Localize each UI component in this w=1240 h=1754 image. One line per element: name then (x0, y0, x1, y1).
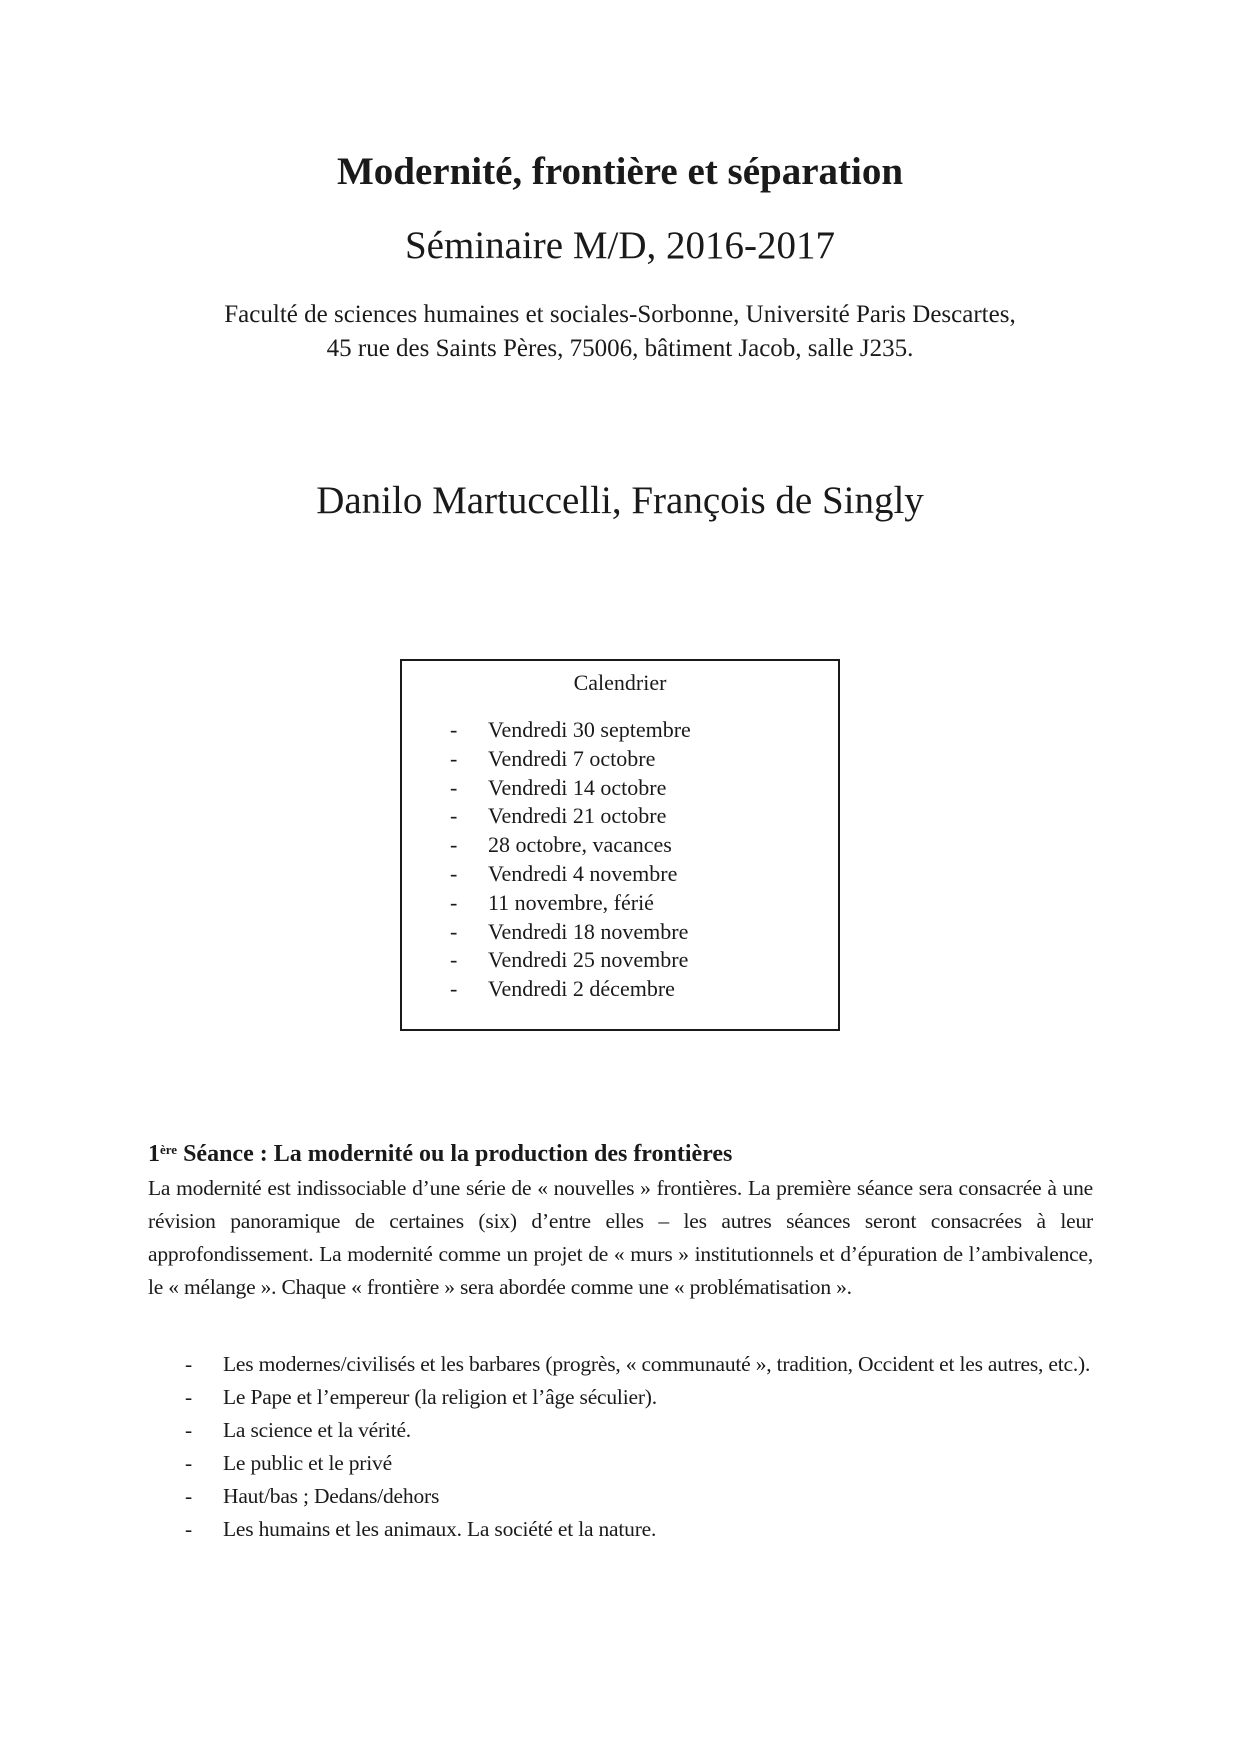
calendar-item-text: Vendredi 2 décembre (488, 976, 675, 1002)
topic-item (148, 1348, 1093, 1381)
list-dash: - (450, 774, 458, 800)
address-block (0, 298, 1240, 366)
calendar-item-text: Vendredi 30 septembre (488, 717, 691, 742)
list-dash: - (185, 1451, 192, 1475)
session-heading (148, 1138, 732, 1170)
list-dash: - (450, 832, 458, 858)
topic-item-text: Les humains et les animaux. La société et la nature. (223, 1517, 657, 1541)
calendar-item-text: Vendredi 21 octobre (488, 803, 667, 829)
authors: Danilo Martuccelli, François de Singly (316, 479, 924, 522)
calendar-item-text: Vendredi 4 novembre (488, 860, 678, 886)
topic-item-text: La science et la vérité. (223, 1418, 411, 1442)
seminar-subtitle: Séminaire M/D, 2016-2017 (404, 224, 836, 267)
session-number: 1 (148, 1141, 160, 1167)
topic-item-text: Haut/bas ; Dedans/dehors (223, 1484, 440, 1508)
list-dash: - (185, 1385, 192, 1409)
calendar-item-text: 11 novembre, férié (488, 889, 654, 915)
address-line-1: Faculté de sciences humaines et sociales-Sorbonne, Université Paris Descartes, (224, 301, 1016, 328)
list-dash: - (450, 860, 458, 886)
list-dash: - (185, 1484, 192, 1508)
list-dash: - (185, 1418, 192, 1442)
list-dash: - (450, 803, 458, 829)
list-dash: - (450, 947, 458, 973)
calendar-item-text: Vendredi 14 octobre (488, 774, 667, 800)
session-heading-text: Séance : La modernité ou la production des frontières (177, 1141, 733, 1167)
calendar-item-text: Vendredi 7 octobre (488, 745, 656, 771)
list-dash: - (185, 1517, 192, 1541)
session-topics-list (148, 1348, 1093, 1546)
list-dash: - (450, 889, 458, 915)
topic-item (148, 1381, 1093, 1414)
topic-item (148, 1513, 1093, 1546)
list-dash: - (450, 918, 458, 944)
session-description: La modernité est indissociable d’une série de « nouvelles » frontières. La première séance sera consacrée à une révision panoramique de certaines (six) d’entre elles – les autres séances seront consacrées à leur approfondissement. La modernité comme un projet de « murs » institutionnels et d’épuration de l’ambivalence, le « mélange ». Chaque « frontière » sera abordée comme une « problématisation ». (148, 1176, 1093, 1299)
topic-item (148, 1480, 1093, 1513)
list-dash: - (450, 717, 458, 742)
list-dash: - (450, 976, 458, 1002)
calendar-item-text: Vendredi 25 novembre (488, 947, 689, 973)
calendar-item-text: Vendredi 18 novembre (488, 918, 689, 944)
topic-item-text: Le Pape et l’empereur (la religion et l’âge séculier). (223, 1385, 657, 1409)
document-title: Modernité, frontière et séparation (336, 150, 904, 193)
topic-item (148, 1414, 1093, 1447)
list-dash: - (450, 745, 458, 771)
calendar-title: Calendrier (573, 670, 667, 695)
topic-item-text: Le public et le privé (223, 1451, 392, 1475)
calendar-box (400, 659, 840, 1031)
address-line-2: 45 rue des Saints Pères, 75006, bâtiment Jacob, salle J235. (326, 335, 914, 362)
session-ordinal: ère (160, 1142, 178, 1157)
calendar-item-text: 28 octobre, vacances (488, 832, 672, 858)
topic-item-text: Les modernes/civilisés et les barbares (progrès, « communauté », tradition, Occident et les autres, etc.). (223, 1352, 1091, 1376)
list-dash: - (185, 1352, 192, 1376)
topic-item (148, 1447, 1093, 1480)
